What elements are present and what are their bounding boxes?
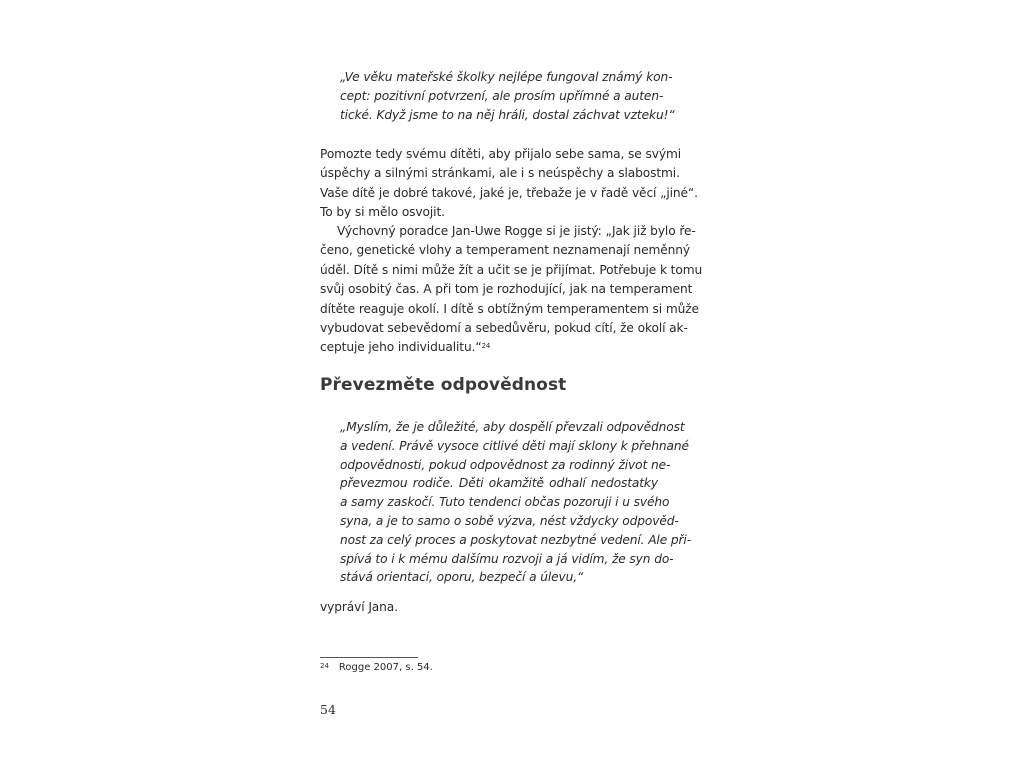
- attribution: [320, 598, 674, 617]
- quote-block-1: [340, 68, 675, 124]
- paragraph-2-line: svůj osobitý čas. A při tom je rozhodující, jak na temperament: [320, 282, 693, 297]
- paragraph-2-line: Výchovný poradce Jan-Uwe Rogge si je jistý: „Jak již bylo ře-: [337, 224, 696, 238]
- quote-2-line: spívá to i k mému dalšímu rozvoji a já vidím, že syn do-: [340, 551, 674, 566]
- attribution-text: vypráví Jana.: [320, 600, 398, 614]
- quote-block-2: [340, 418, 692, 587]
- paragraph-2-line-text: ceptuje jeho individualitu.“: [320, 340, 482, 355]
- quote-2-line: „Myslím, že je důležité, aby dospělí převzali odpovědnost: [340, 420, 685, 434]
- paragraph-2-line: čeno, genetické vlohy a temperament neznamenají neměnný: [320, 243, 691, 258]
- section-heading-text: Převezměte odpovědnost: [320, 375, 567, 395]
- quote-2-line: převezmou rodiče. Děti okamžitě odhalí nedostatky: [340, 476, 658, 491]
- paragraph-2-line: vybudovat sebevědomí a sebedůvěru, pokud cítí, že okolí ak-: [320, 321, 688, 336]
- quote-2-line: a samy zaskočí. Tuto tendenci občas pozoruji i u svého: [340, 495, 670, 510]
- page-number: 54: [320, 702, 336, 717]
- quote-2-line: a vedení. Právě vysoce citlivé děti mají sklony k přehnané: [340, 438, 689, 453]
- paragraph-1-line: Vaše dítě je dobré takové, jaké je, třebaže je v řadě věcí „jiné“.: [320, 185, 698, 200]
- paragraph-2-line: úděl. Dítě s nimi může žít a učit se je přijímat. Potřebuje k tomu: [320, 262, 703, 277]
- footnote-number: 24: [320, 662, 329, 670]
- paragraph-1: [320, 145, 698, 223]
- quote-1-line: tické. Když jsme to na něj hráli, dostal záchvat vzteku!“: [340, 107, 675, 122]
- paragraph-1-line: To by si mělo osvojit.: [320, 205, 445, 220]
- quote-2-line: stává orientaci, oporu, bezpečí a úlevu,“: [340, 570, 584, 585]
- quote-2-line: odpovědnosti, pokud odpovědnost za rodinný život ne-: [340, 457, 671, 472]
- quote-1-line: cept: pozitivní potvrzení, ale prosím upřímné a auten-: [340, 88, 664, 103]
- quote-1-line: „Ve věku mateřské školky nejlépe fungoval známý kon-: [340, 70, 673, 84]
- footnote: [320, 662, 433, 673]
- quote-2-line: syna, a je to samo o sobě výzva, nést vždycky odpověd-: [340, 513, 679, 528]
- footnote-divider: [320, 657, 418, 658]
- paragraph-1-line: Pomozte tedy svému dítěti, aby přijalo sebe sama, se svými: [320, 147, 682, 161]
- footnote-reference[interactable]: 24: [481, 342, 491, 351]
- paragraph-2-line: dítěte reaguje okolí. I dítě s obtížným temperamentem si může: [320, 301, 699, 316]
- section-heading: [320, 375, 566, 395]
- quote-2-line: nost za celý proces a poskytovat nezbytné vedení. Ale při-: [340, 532, 692, 547]
- paragraph-2-last-line: [320, 338, 674, 357]
- paragraph-2: [320, 222, 703, 358]
- footnote-text: Rogge 2007, s. 54.: [338, 662, 433, 673]
- paragraph-1-line: úspěchy a silnými stránkami, ale i s neúspěchy a slabostmi.: [320, 166, 680, 181]
